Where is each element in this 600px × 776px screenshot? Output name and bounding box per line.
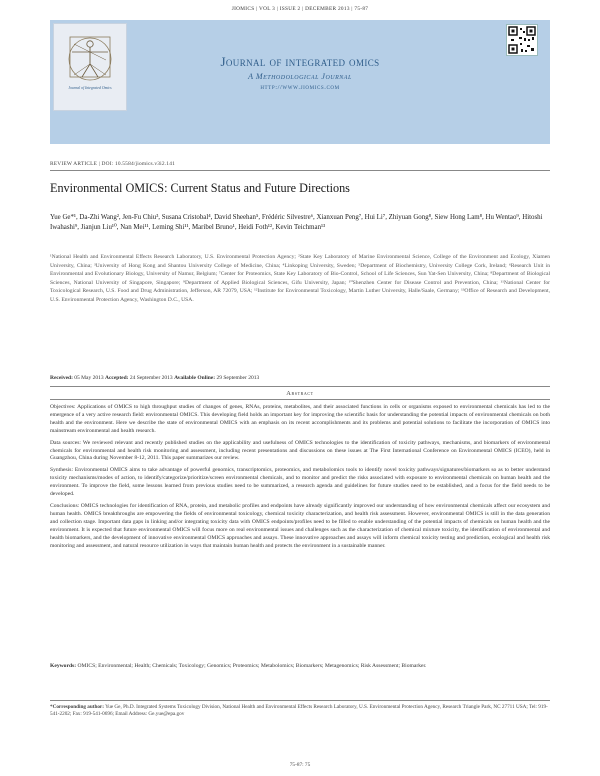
corresponding-author: [50, 704, 550, 719]
journal-subtitle: A Methodological Journal: [248, 72, 352, 81]
accepted-label: Accepted:: [105, 375, 129, 381]
page-number: 75-87: 75: [289, 762, 311, 768]
journal-title: Journal of integrated omics: [220, 54, 380, 69]
received-label: Received:: [50, 375, 73, 381]
article-type-doi: REVIEW ARTICLE | DOI: 10.5584/jiomics.v3i2.141: [50, 161, 175, 167]
corresponding-label: *Corresponding author:: [50, 704, 104, 710]
abstract-top-divider: [50, 386, 550, 387]
keywords: [50, 663, 550, 671]
running-head: JIOMICS | VOL 3 | ISSUE 2 | DECEMBER 2013 | 75-87: [231, 6, 369, 12]
abstract-data-sources: Data sources: We reviewed relevant and recently published studies on the applicability and usefulness of OMICS technologies to the identification of toxicity pathways, mechanisms, and biomarkers of environmental chemicals for environmental and health risk monitoring and assessment, including recent presentations and discussions on these issues at The First International Conference on Environmental OMICS (ICEO), held in Guangzhou, China during November 8-12, 2011. This paper summarizes our review.: [50, 439, 550, 462]
journal-banner: [50, 20, 550, 144]
abstract-heading-divider: [50, 399, 550, 400]
qr-code-icon: [506, 24, 538, 56]
cover-journal-title: Journal of Integrated Omics: [68, 86, 112, 90]
author-list: Yue Ge*¹, Da-Zhi Wang², Jen-Fu Chiu³, Susana Cristobal⁴, David Sheehan⁵, Frédéric Silvestre⁶, Xianxuan Peng⁷, Hui Li⁷, Zhiyuan Gong⁸, Siew Hong Lam⁸, Hu Wentao⁹, Hitoshi Iwahashi⁹, Jianjun Liu¹⁰, Nan Mei¹¹, Leming Shi¹¹, Maribel Bruno¹, Heidi Foth¹², Kevin Teichman¹³: [50, 214, 543, 231]
journal-url-link[interactable]: http://www.jiomics.com: [260, 84, 340, 91]
footnote-divider: [50, 700, 550, 701]
abstract-objectives: Objectives: Applications of OMICS to high throughput studies of changes of genes, RNAs, proteins, metabolites, and their associated functions in cells or organisms exposed to environmental chemicals has led to the emergence of a very active research field: environmental OMICS. This developing field holds an important key for improving the scientific basis for understanding the potential impacts of environmental chemicals on both health and the environment. Here we describe the state of environmental OMICS with an emphasis on its recent accomplishments and its problems and potential solutions to facilitate the incorporation of OMICS into mainstream environmental and health research.: [50, 404, 550, 434]
abstract-synthesis: Synthesis: Environmental OMICS aims to take advantage of powerful genomics, transcriptomics, proteomics, and metabolomics tools to identify novel toxicity pathways/signatures/biomarkers so as to better understand toxicity mechanisms/modes of action, to identify/categorize/prioritize/screen environmental chemicals, and to monitor and predict the risks associated with exposure to environmental chemicals on human health and the environment. To improve the field, some lessons learned from previous studies need to be summarized, a research agenda and guidelines for future studies need to be established, and a focus for the field needs to be developed.: [50, 467, 550, 498]
accepted-date: 24 September 2013: [129, 375, 173, 381]
online-label: Available Online:: [174, 375, 216, 381]
abstract-heading: Abstract: [286, 390, 314, 397]
corresponding-details: Yue Ge, Ph.D. Integrated Systems Toxicology Division, National Health and Environmental Effects Research Laboratory, U.S. Environmental Protection Agency, Research Triangle Park, NC 27711 USA; Tel: 919-541-2202; Fax: 919-541-0696; Email Address: Ge.yue@epa.gov: [50, 704, 548, 718]
abstract-conclusions: Conclusions: OMICS technologies for identification of RNA, protein, and metabolic profiles and endpoints have already significantly improved our understanding of how environmental chemicals affect our ecosystem and human health. OMICS breakthroughs are empowering the fields of environmental toxicology, chemical toxicity characterization, and health risk assessment. However, environmental OMICS is still in the data generation and collection stage. Important data gaps in linking and/or integrating toxicity data with OMICS endpoints/profiles need to be filled to enable understanding of the potential impacts of chemicals on human health and the environment. It is expected that future environmental OMICS will focus more on real environmental issues and challenges such as the characterization of chemical mixture toxicity, the identification of environmental and health biomarkers, and the development of innovative environmental OMICS approaches and assays. These innovative approaches and assays will inform chemical toxicity testing and prediction, ecological and health risk monitoring and assessment, and natural resource utilization in ways that maintain human health and protects the environment in a sustainable manner.: [50, 502, 550, 549]
received-date: 05 May 2013: [74, 375, 104, 381]
header-divider: [50, 170, 550, 171]
article-dates: [50, 375, 259, 381]
online-date: 29 September 2013: [216, 375, 260, 381]
keywords-list: OMICS; Environmental; Health; Chemicals; Toxicology; Genomics; Proteomics; Metabolomics; Biomarkers; Metagenomics; Risk Assessment; Biomarker.: [77, 663, 427, 669]
keywords-label: Keywords:: [50, 663, 77, 669]
affiliations: ¹National Health and Environmental Effects Research Laboratory, U.S. Environmental Protection Agency; ²State Key Laboratory of Marine Environmental Science, College of the Environment and Ecology, Xiamen University, China; ³University of Hong Kong and Shantou University College of Medicine, China; ⁴Linkoping University, Sweden; ⁵Department of Biochemistry, University College Cork, Ireland; ⁶Research Unit in Environmental and Evolutionary Biology, University of Namur, Belgium; ⁷Center for Proteomics, State Key Laboratory of Bio-Control, School of Life Sciences, Sun Yat-Sen University, China; ⁸Department of Biological Sciences, National University of Singapore, Singapore; ⁹Department of Applied Biological Sciences, Gifu University, Japan; ¹⁰Shenzhen Center for Disease Control and Prevention, China; ¹¹National Center for Toxicological Research, U.S. Food and Drug Administration, Jefferson, AR 72079, USA; ¹²Institute for Environmental Toxicology, Martin Luther University, Halle/Saale, Germany; ¹³Office of Research and Development, U.S. Environmental Protection Agency, Washington D.C., USA.: [50, 254, 550, 303]
paper-title: Environmental OMICS: Current Status and Future Directions: [50, 181, 350, 195]
abstract-body: [50, 404, 550, 554]
